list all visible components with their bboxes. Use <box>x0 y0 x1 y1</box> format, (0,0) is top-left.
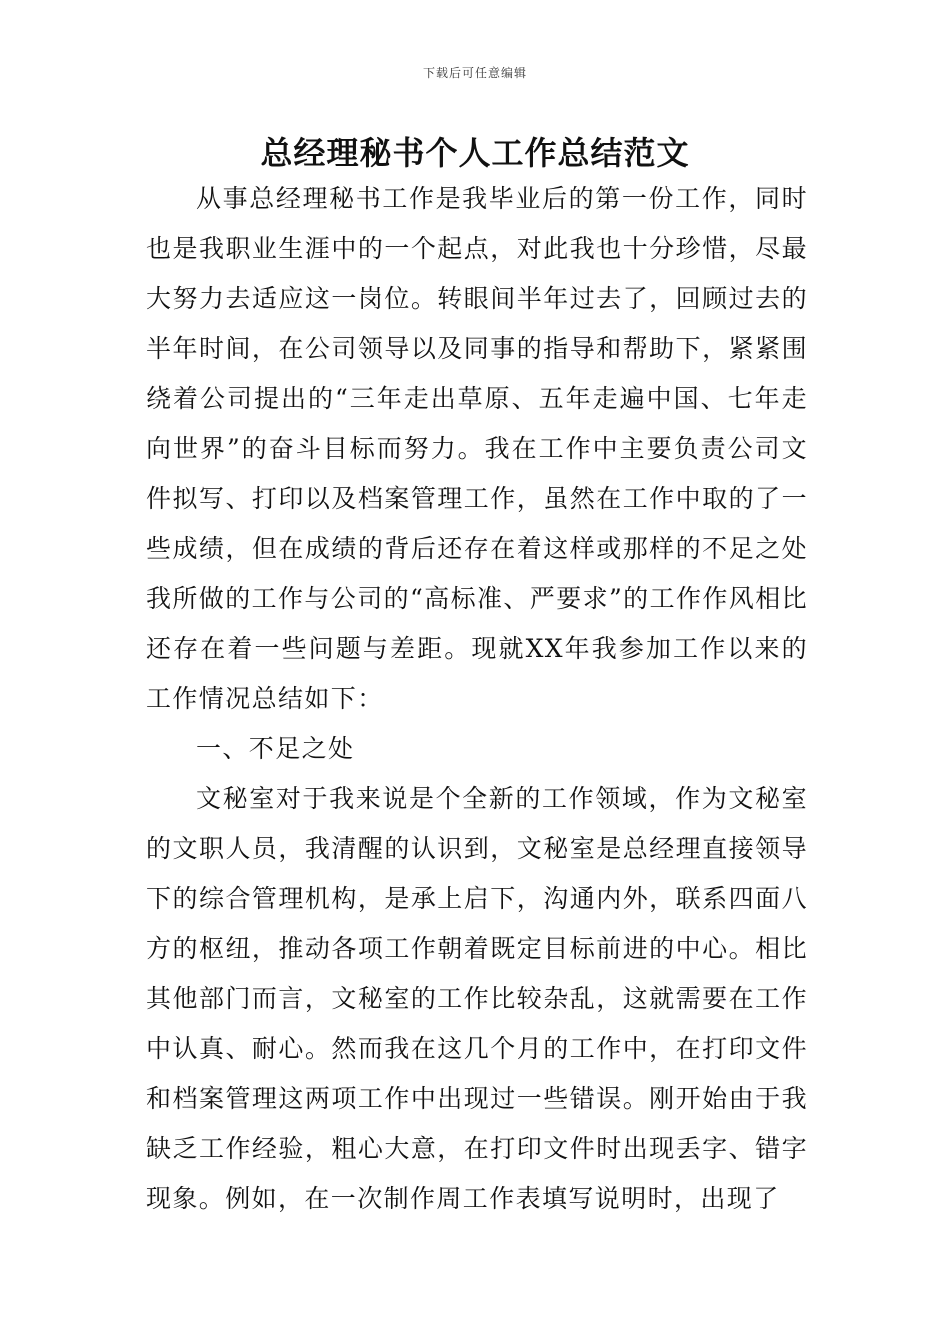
header-note: 下载后可任意编辑 <box>422 66 527 80</box>
section-heading-shortcomings: 一、不足之处 <box>196 734 355 763</box>
document-title: 总经理秘书个人工作总结范文 <box>260 134 690 172</box>
intro-paragraph: 从事总经理秘书工作是我毕业后的第一份工作，同时也是我职业生涯中的一个起点，对此我也十分珍惜，尽最大努力去适应这一岗位。转眼间半年过去了，回顾过去的半年时间，在公司领导以及同事的指导和帮助下，紧紧围绕着公司提出的“三年走出草原、五年走遍中国、七年走向世界”的奋斗目标而努力。我在工作中主要负责公司文件拟写、打印以及档案管理工作，虽然在工作中取的了一些成绩，但在成绩的背后还存在着这样或那样的不足之处我所做的工作与公司的“高标准、严要求”的工作作风相比还存在着一些问题与差距。现就XX年我参加工作以来的工作情况总结如下： <box>146 184 808 713</box>
document-body <box>146 174 808 1224</box>
section-paragraph: 文秘室对于我来说是个全新的工作领域，作为文秘室的文职人员，我清醒的认识到，文秘室是总经理直接领导下的综合管理机构，是承上启下，沟通内外，联系四面八方的枢纽，推动各项工作朝着既定目标前进的中心。相比其他部门而言，文秘室的工作比较杂乱，这就需要在工作中认真、耐心。然而我在这几个月的工作中，在打印文件和档案管理这两项工作中出现过一些错误。刚开始由于我缺乏工作经验，粗心大意，在打印文件时出现丢字、错字现象。例如，在一次制作周工作表填写说明时，出现了 <box>146 784 808 1213</box>
